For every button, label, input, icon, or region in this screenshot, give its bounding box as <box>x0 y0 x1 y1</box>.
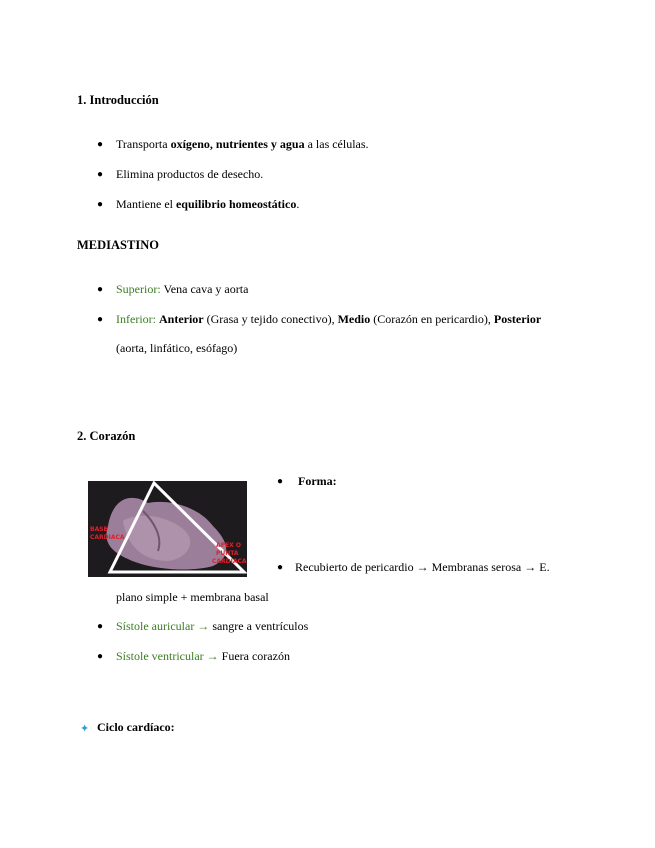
mediastino-title: MEDIASTINO <box>77 238 159 252</box>
svg-text:CARDIACA: CARDIACA <box>90 534 125 541</box>
list-item-inferior: Inferior: Anterior (Grasa y tejido conectivo), Medio (Corazón en pericardio), Posterior <box>116 312 542 326</box>
bullet-icon: ● <box>97 621 104 632</box>
list-item: Transporta oxígeno, nutrientes y agua a las células. <box>116 137 369 151</box>
svg-text:PUNTA: PUNTA <box>216 550 239 557</box>
bullet-icon: ● <box>97 139 104 150</box>
section-1-title: 1. Introducción <box>77 93 159 107</box>
bullet-icon: ● <box>97 284 104 295</box>
forma-label: Forma: <box>298 474 337 488</box>
section-2-title: 2. Corazón <box>77 429 136 443</box>
svg-text:CARDIACA: CARDIACA <box>212 558 247 565</box>
list-item: Elimina productos de desecho. <box>116 167 264 181</box>
bullet-icon: ● <box>97 314 104 325</box>
list-item-inferior-line2: (aorta, linfático, esófago) <box>116 341 238 355</box>
heart-illustration <box>88 481 247 577</box>
bullet-icon: ● <box>277 476 284 487</box>
bullet-icon: ● <box>97 199 104 210</box>
list-item-recubierto-line2: plano simple + membrana basal <box>116 590 269 604</box>
list-item-superior: Superior: Vena cava y aorta <box>116 282 249 296</box>
list-item-sistole-auricular: Sístole auricular → sangre a ventrículos <box>116 619 309 633</box>
heart-image <box>88 481 247 577</box>
bullet-icon: ● <box>277 562 284 573</box>
ciclo-cardiaco-label: Ciclo cardíaco: <box>97 720 175 734</box>
svg-text:BASE: BASE <box>90 526 108 533</box>
list-item-sistole-ventricular: Sístole ventricular → Fuera corazón <box>116 649 290 663</box>
list-item-recubierto: Recubierto de pericardio → Membranas serosa → E. <box>295 560 550 574</box>
bullet-icon: ● <box>97 169 104 180</box>
bullet-icon: ● <box>97 651 104 662</box>
list-item: Mantiene el equilibrio homeostático. <box>116 197 300 211</box>
star-bullet-icon: ✦ <box>80 723 90 735</box>
svg-text:ÁPEX O: ÁPEX O <box>216 542 241 549</box>
